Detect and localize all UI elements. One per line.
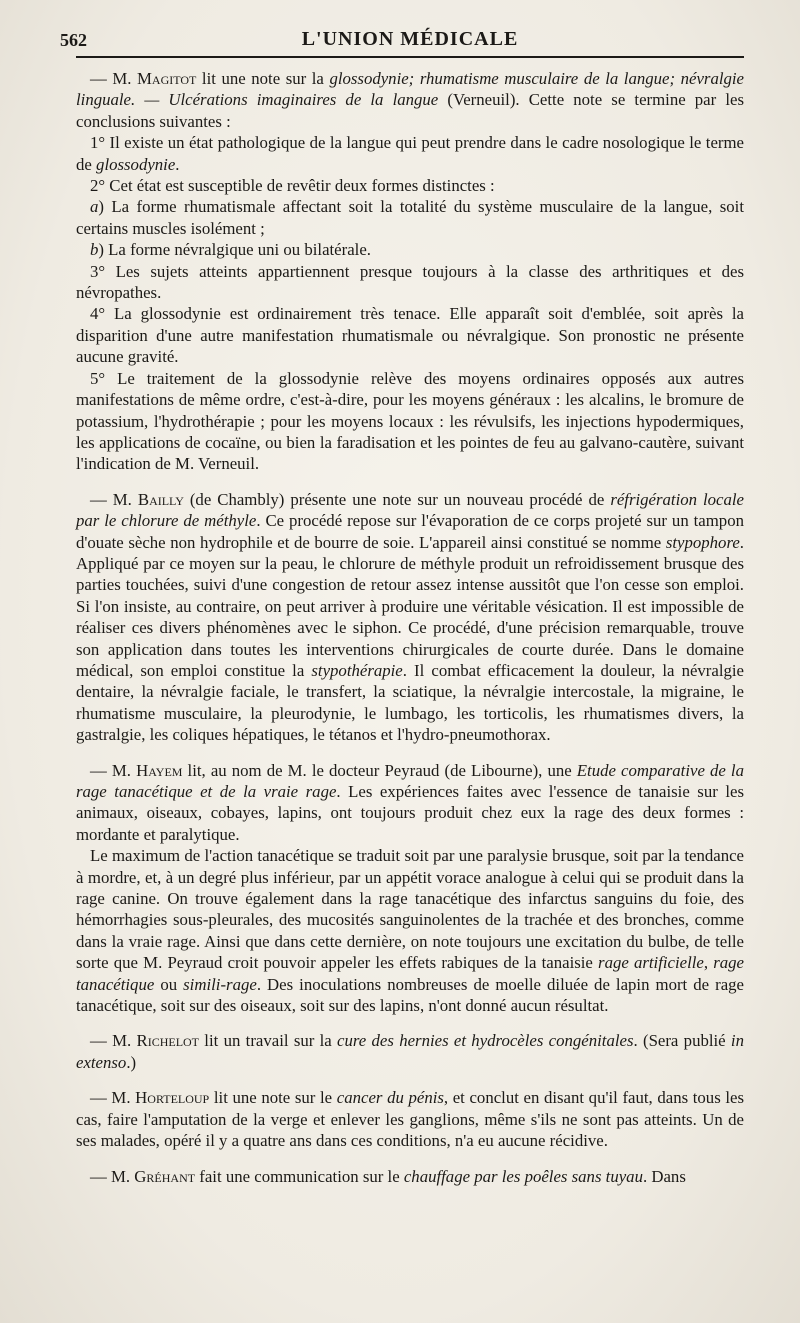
paragraph: — M. Hayem lit, au nom de M. le docteur Peyraud (de Libourne), une Etude comparative de la rage tanacétique et de la vraie rage. Les expériences faites avec l'essence de tanaisie sur les animaux, oiseaux, cobayes, lapins, ont toujours produit chez eux la rage des deux formes : mordante et paralytique.	[76, 760, 744, 844]
paragraph: — M. Bailly (de Chambly) présente une note sur un nouveau procédé de réfrigération locale par le chlorure de méthyle. Ce procédé repose sur l'évaporation de ce corps projeté sur un tampon d'ouate sèche non hydrophile et de bourre de soie. L'appareil ainsi constitué se nomme stypophore. Appliqué par ce moyen sur la peau, le chlorure de méthyle produit un refroidissement brusque des parties touchées, suivi d'une congestion de retour assez intense aussitôt que l'on cesse son emploi. Si l'on insiste, au contraire, on peut arriver à produire une véritable vésication. Il est impossible de réaliser ces divers phénomènes avec le siphon. Ce procédé, d'une précision remarquable, trouve son application dans toutes les interventions chirurgicales de courte durée. Dans le domaine médical, son emploi constitue la stypothérapie. Il combat efficacement la douleur, la névralgie dentaire, la névralgie faciale, le transfert, la sciatique, la névralgie intercostale, la migraine, le rhumatisme musculaire, la pleurodynie, le lumbago, les torticolis, les rhumatismes divers, la gastralgie, les coliques hépatiques, le tétanos et l'hydro-pneumothorax.	[76, 489, 744, 745]
running-head	[60, 22, 744, 58]
paragraph: 4° La glossodynie est ordinairement très tenace. Elle apparaît soit d'emblée, soit après la disparition d'une autre manifestation rhumatismale ou névralgique. Son pronostic ne présente aucune gravité.	[76, 304, 744, 367]
paragraph: 3° Les sujets atteints appartiennent presque toujours à la classe des arthritiques et des névropathes.	[76, 261, 744, 303]
paragraph: b) La forme névralgique uni ou bilatérale.	[90, 240, 371, 260]
paragraph: — M. Richelot lit un travail sur la cure des hernies et hydrocèles congénitales. (Sera publié in extenso.)	[76, 1031, 744, 1072]
paragraph: — M. Magitot lit une note sur la glossodynie; rhumatisme musculaire de la langue; névralgie linguale. — Ulcérations imaginaires de la langue (Verneuil). Cette note se termine par les conclusions suivantes :	[76, 69, 744, 131]
paragraph: 2° Cet état est susceptible de revêtir deux formes distinctes :	[90, 176, 495, 196]
paragraph: — M. Gréhant fait une communication sur le chauffage par les poêles sans tuyau. Dans	[90, 1166, 686, 1186]
paragraph: 1° Il existe un état pathologique de la langue qui peut prendre dans le cadre nosologique le terme de glossodynie.	[76, 133, 744, 174]
paragraph: Le maximum de l'action tanacétique se traduit soit par une paralysie brusque, soit par la tendance à mordre, et, à un degré plus inférieur, par un appétit vorace analogue à celui qui se produit dans la rage canine. On trouve également dans la rage tanacétique des infarctus sanguins du foie, des hémorrhagies sous-pleurales, des mucosités sanguinolentes de la trachée et des bronches, comme dans la vraie rage. Ainsi que dans cette dernière, on note toujours une excitation du bulbe, de telle sorte que M. Peyraud croit pouvoir appeler les effets rabiques de la tanaisie rage artificielle, rage tanacétique ou simili-rage. Des inoculations nombreuses de moelle diluée de lapin mort de rage tanacétique, soit sur des oiseaux, soit sur des lapins, n'ont donné aucun résultat.	[76, 846, 744, 1016]
article-body	[76, 68, 744, 1187]
paragraph: a) La forme rhumatismale affectant soit la totalité du système musculaire de la langue, soit certains muscles isolément ;	[76, 197, 744, 238]
paragraph: 5° Le traitement de la glossodynie relève des moyens ordinaires opposés aux autres manifestations de même ordre, c'est-à-dire, pour les moyens généraux : les alcalins, le bromure de potassium, l'hydrothérapie ; pour les moyens locaux : les révulsifs, les injections hypodermiques, les applications de cocaïne, ou bien la faradisation et les pointes de feu au galvano-cautère, suivant l'indication de M. Verneuil.	[76, 368, 744, 474]
paragraph: — M. Horteloup lit une note sur le cancer du pénis, et conclut en disant qu'il faut, dans tous les cas, faire l'amputation de la verge et enlever les ganglions, même s'ils ne sont pas atteints. Un de ses malades, opéré il y a quatre ans dans ces conditions, n'a eu aucune récidive.	[76, 1088, 744, 1151]
page-number: 562	[60, 30, 87, 50]
journal-title: L'UNION MÉDICALE	[301, 28, 519, 50]
